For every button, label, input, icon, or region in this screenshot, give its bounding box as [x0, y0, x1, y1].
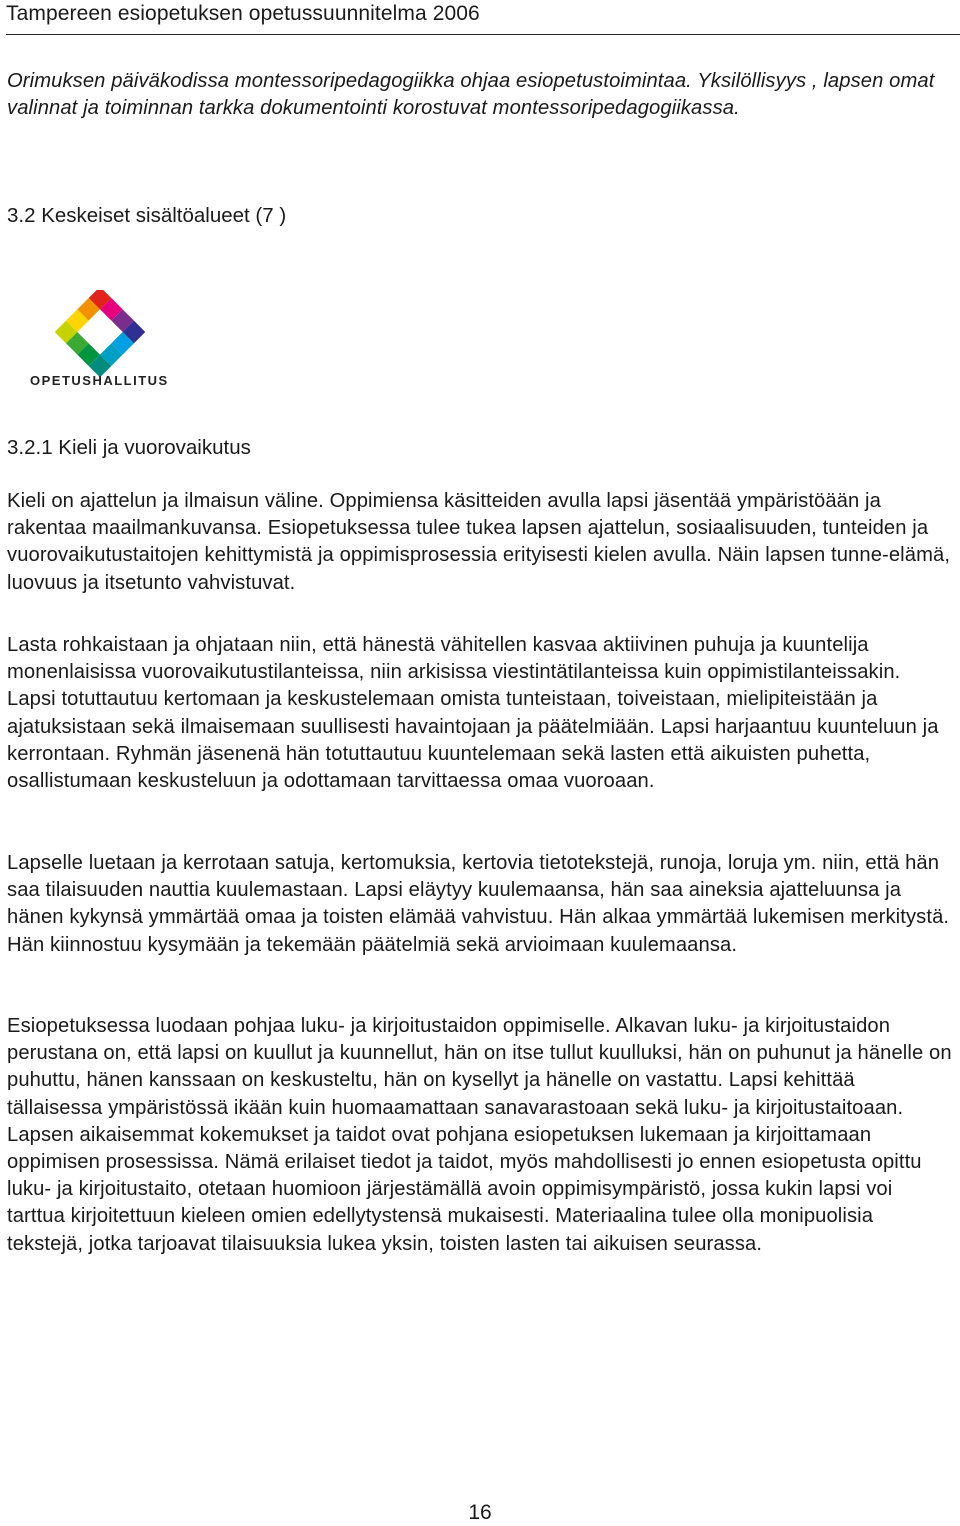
paragraph-3: Lapselle luetaan ja kerrotaan satuja, kertomuksia, kertovia tietotekstejä, runoja, loruja ym. niin, että hän saa tilaisuuden nauttia kuulemastaan. Lapsi eläytyy kuulemaansa, hän saa aineksia ajatteluunsa ja hänen kykynsä ymmärtää omaa ja toisten elämää vahvistuu. Hän alkaa ymmärtää lukemisen merkitystä. Hän kiinnostuu kysymään ja tekemään päätelmiä sekä arvioimaan kuulemaansa. [7, 852, 950, 956]
logo-diamond-icon [28, 290, 178, 390]
paragraph-4: Esiopetuksessa luodaan pohjaa luku- ja kirjoitustaidon oppimiselle. Alkavan luku- ja kirjoitustaidon perustana on, että lapsi on kuullut ja kuunnellut, hän on itse tullut kuulluksi, hän on puhunut ja hänelle on puhuttu, hänen kanssaan on keskusteltu, hän on kysellyt ja hänelle on vastattu. Lapsi kehittää tällaisessa ympäristössä ikään kuin huomaamattaan sanavarastoaan sekä luku- ja kirjoitustaitoaan. Lapsen aikaisemmat kokemukset ja taidot ovat pohjana esiopetuksen lukemaan ja kirjoittamaan oppimisen prosessissa. Nämä erilaiset tiedot ja taidot, myös mahdollisesti jo ennen esiopetusta opittu luku- ja kirjoitustaito, otetaan huomioon järjestämällä avoin oppimisympäristö, jossa kukin lapsi voi tarttua kirjoitettuun kieleen omien edellytystensä mukaisesti. Materiaalina tulee olla monipuolisia tekstejä, jotka tarjoavat tilaisuuksia lukea yksin, toisten lasten tai aikuisen seurassa. [7, 1015, 952, 1255]
section-heading: 3.2 Keskeiset sisältöalueet (7 ) [7, 204, 287, 227]
paragraph-2: Lasta rohkaistaan ja ohjataan niin, että hänestä vähitellen kasvaa aktiivinen puhuja ja kuuntelija monenlaisissa vuorovaikutustilanteissa, niin arkisissa viestintätilanteissa kuin oppimistilanteissakin. Lapsi totuttautuu kertomaan ja keskustelemaan omista tunteistaan, toiveistaan, mielipiteistään ja ajatuksistaan sekä ilmaisemaan suullisesti havaintojaan ja päätelmiään. Lapsi harjaantuu kuunteluun ja kerrontaan. Ryhmän jäsenenä hän totuttautuu kuuntelemaan sekä lasten että aikuisten puhetta, osallistumaan keskusteluun ja odottamaan tarvittaessa omaa vuoroaan. [7, 634, 939, 793]
page-header [6, 0, 960, 35]
paragraph-1: Kieli on ajattelun ja ilmaisun väline. Oppimiensa käsitteiden avulla lapsi jäsentää ympäristöään ja rakentaa maailmankuvansa. Esiopetuksessa tulee tukea lapsen ajattelun, sosiaalisuuden, tunteiden ja vuorovaikutustaitojen kehittymistä ja oppimisprosessia erityisesti kielen avulla. Näin lapsen tunne-elämä, luovuus ja itsetunto vahvistuvat. [7, 490, 951, 594]
svg-text:OPETUSHALLITUS: OPETUSHALLITUS [30, 373, 169, 388]
page-number: 16 [468, 1501, 492, 1524]
subsection-heading: 3.2.1 Kieli ja vuorovaikutus [7, 436, 251, 459]
document-title: Tampereen esiopetuksen opetussuunnitelma 2006 [6, 2, 480, 25]
intro-paragraph: Orimuksen päiväkodissa montessoripedagogiikka ohjaa esiopetustoimintaa. Yksilöllisyys , lapsen omat valinnat ja toiminnan tarkka dokumentointi korostuvat montessoripedagogiikassa. [7, 70, 935, 120]
opetushallitus-logo [28, 290, 178, 390]
